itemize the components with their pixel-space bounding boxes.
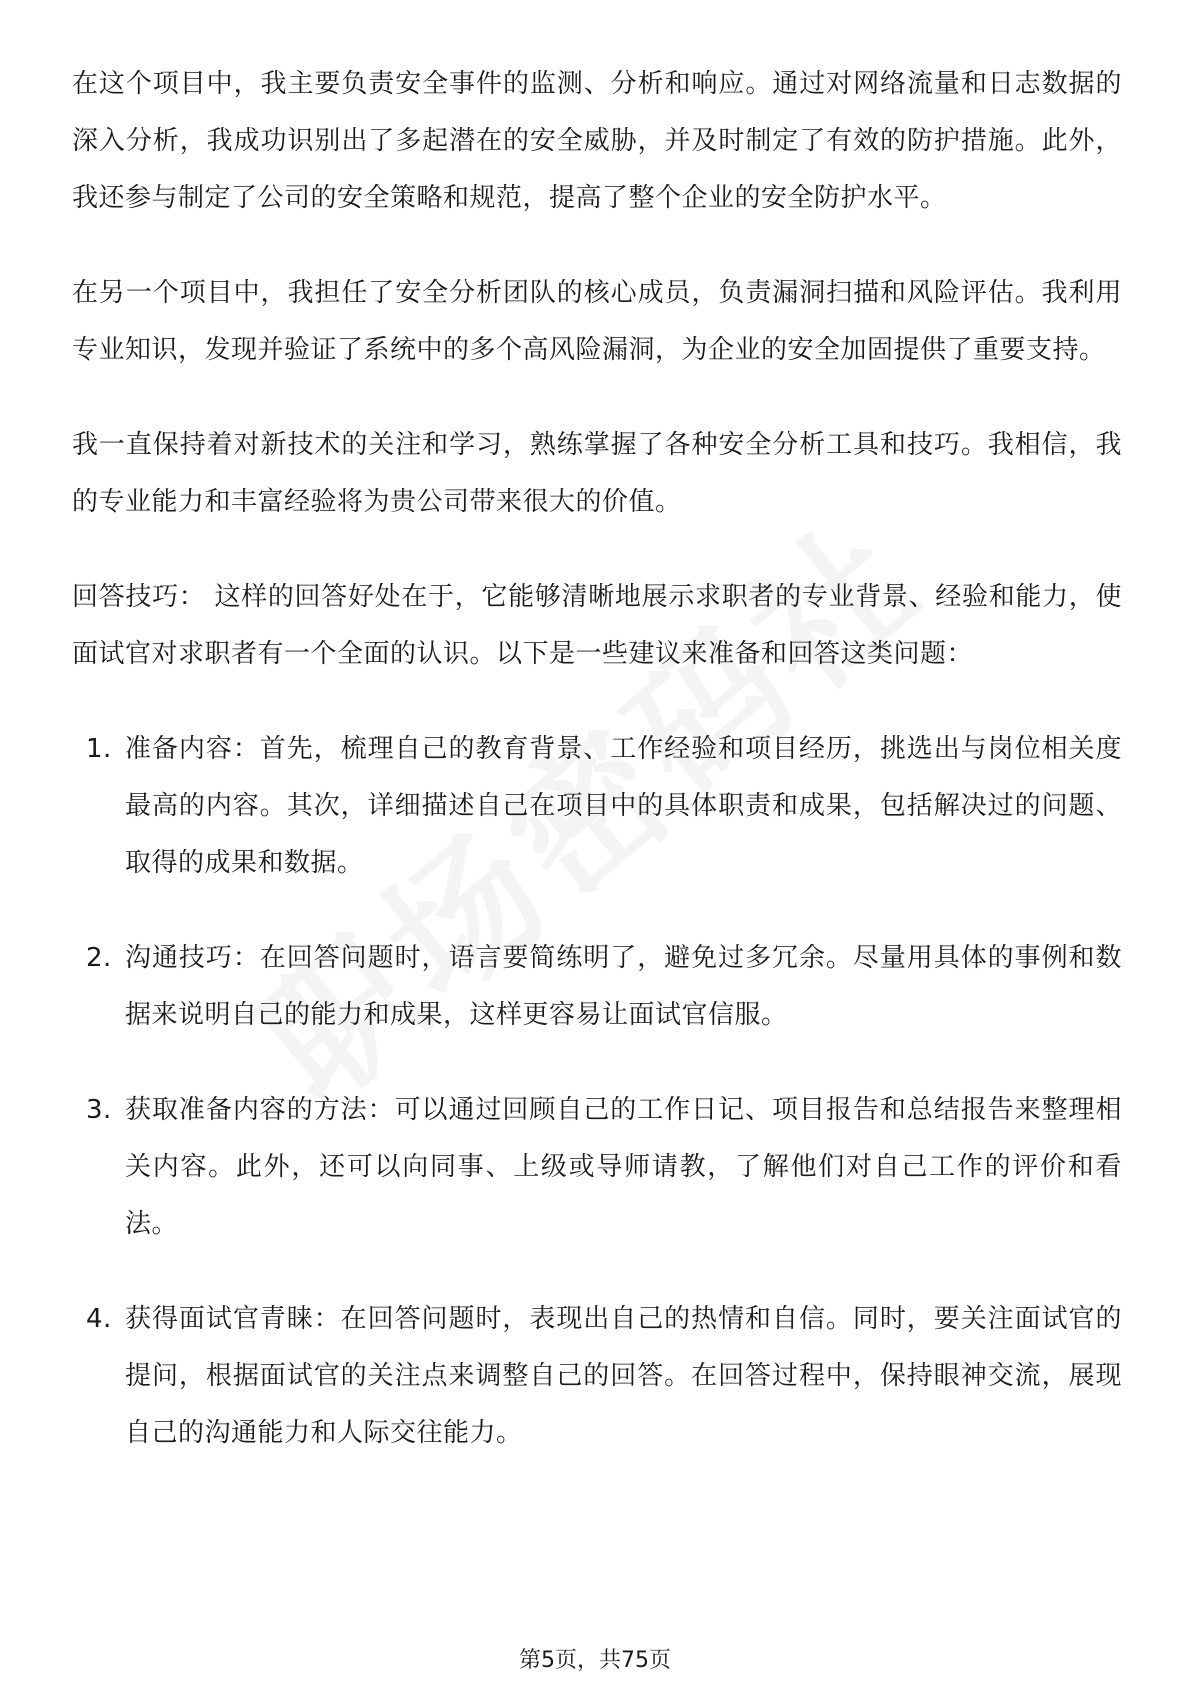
answer-tips-paragraph: 回答技巧： 这样的回答好处在于，它能够清晰地展示求职者的专业背景、经验和能力，使面试官对求职者有一个全面的认识。以下是一些建议来准备和回答这类问题： bbox=[72, 582, 1122, 669]
list-item-number: 1. bbox=[86, 734, 112, 764]
list-item-text: 沟通技巧：在回答问题时，语言要简练明了，避免过多冗余。尽量用具体的事例和数据来说明自己的能力和成果，这样更容易让面试官信服。 bbox=[125, 943, 1122, 1030]
list-item-text: 获取准备内容的方法：可以通过回顾自己的工作日记、项目报告和总结报告来整理相关内容。此外，还可以向同事、上级或导师请教，了解他们对自己工作的评价和看法。 bbox=[125, 1095, 1122, 1239]
paragraph-2: 在另一个项目中，我担任了安全分析团队的核心成员，负责漏洞扫描和风险评估。我利用专业知识，发现并验证了系统中的多个高风险漏洞，为企业的安全加固提供了重要支持。 bbox=[72, 278, 1122, 365]
document-body bbox=[72, 56, 1122, 1500]
list-item bbox=[72, 1291, 1122, 1462]
list-item-number: 4. bbox=[86, 1304, 112, 1334]
paragraph-1: 在这个项目中，我主要负责安全事件的监测、分析和响应。通过对网络流量和日志数据的深入分析，我成功识别出了多起潜在的安全威胁，并及时制定了有效的防护措施。此外，我还参与制定了公司的安全策略和规范，提高了整个企业的安全防护水平。 bbox=[72, 69, 1122, 213]
list-item-number: 3. bbox=[86, 1095, 112, 1125]
page-footer: 第5页，共75页 bbox=[519, 1648, 671, 1673]
list-item-number: 2. bbox=[86, 943, 112, 973]
list-item bbox=[72, 1082, 1122, 1253]
tips-list bbox=[72, 721, 1122, 1462]
list-item-text: 准备内容：首先，梳理自己的教育背景、工作经验和项目经历，挑选出与岗位相关度最高的内容。其次，详细描述自己在项目中的具体职责和成果，包括解决过的问题、取得的成果和数据。 bbox=[125, 734, 1122, 878]
list-item-text: 获得面试官青睐：在回答问题时，表现出自己的热情和自信。同时，要关注面试官的提问，根据面试官的关注点来调整自己的回答。在回答过程中，保持眼神交流，展现自己的沟通能力和人际交往能力。 bbox=[125, 1304, 1122, 1448]
paragraph-3: 我一直保持着对新技术的关注和学习，熟练掌握了各种安全分析工具和技巧。我相信，我的专业能力和丰富经验将为贵公司带来很大的价值。 bbox=[72, 430, 1122, 517]
list-item bbox=[72, 721, 1122, 892]
list-item bbox=[72, 930, 1122, 1044]
